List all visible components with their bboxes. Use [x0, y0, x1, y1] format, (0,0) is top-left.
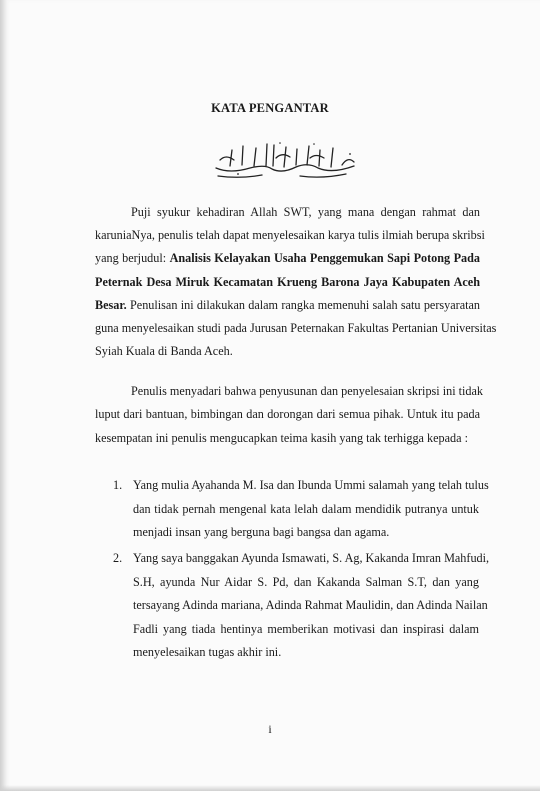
paragraph-1-line-1: Puji syukur kehadiran Allah SWT, yang mana dengan rahmat dan [131, 205, 480, 219]
list-item-1-line-1: Yang mulia Ayahanda M. Isa dan Ibunda Ummi salamah yang telah tulus [133, 478, 489, 492]
paragraph-1-line-2: karuniaNya, penulis telah dapat menyelesaikan karya tulis ilmiah berupa skribsi [95, 228, 485, 242]
list-item-2-line-2: S.H, ayunda Nur Aidar S. Pd, dan Kakanda Salman S.T, dan yang [133, 575, 479, 589]
list-item-2-line-1: Yang saya banggakan Ayunda Ismawati, S. Ag, Kakanda Imran Mahfudi, [133, 551, 490, 565]
list-item-1-number: 1. [113, 478, 123, 492]
page-title: KATA PENGANTAR [211, 101, 329, 115]
list-item-2-number: 2. [113, 551, 123, 565]
list-item-2-line-3: tersayang Adinda mariana, Adinda Rahmat Maulidin, dan Adinda Nailan [133, 598, 488, 612]
list-item-2-line-4: Fadli yang tiada hentinya memberikan motivasi dan inspirasi dalam [133, 622, 479, 636]
paragraph-1-line-5-rest: Penulisan ini dilakukan dalam rangka memenuhi salah satu persyaratan [126, 298, 480, 312]
list-item-1-line-3: menjadi insan yang berguna bagi bangsa dan agama. [133, 525, 390, 539]
list-item-2-line-5: menyelesaikan tugas akhir ini. [133, 645, 282, 659]
paragraph-1-line-5 [95, 298, 480, 312]
list-item-1-line-2: dan tidak pernah mengenal kata lelah dalam mendidik putranya untuk [133, 502, 479, 516]
thesis-title-part-3: Besar. [95, 298, 127, 312]
thesis-title-part-2: Peternak Desa Miruk Kecamatan Krueng Barona Jaya Kabupaten Aceh [95, 275, 480, 289]
paragraph-1-line-3 [95, 251, 480, 265]
bismillah-calligraphy [210, 138, 360, 180]
paragraph-2-line-1: Penulis menyadari bahwa penyusunan dan penyelesaian skripsi ini tidak [131, 384, 483, 398]
paragraph-2-line-2: luput dari bantuan, bimbingan dan dorongan dari semua pihak. Untuk itu pada [95, 407, 480, 421]
scan-edge-shadow [0, 0, 10, 791]
paragraph-2-line-3: kesempatan ini penulis mengucapkan teima kasih yang tak terhigga kepada : [95, 431, 468, 445]
scan-bottom-shadow [0, 785, 540, 791]
paragraph-1-line-6: guna menyelesaikan studi pada Jurusan Peternakan Fakultas Pertanian Universitas [95, 321, 497, 335]
paragraph-1-line-7: Syiah Kuala di Banda Aceh. [95, 344, 233, 358]
paragraph-1-line-3-prefix: yang berjudul: [95, 251, 170, 265]
page-number: i [268, 722, 272, 736]
thesis-title-part-1: Analisis Kelayakan Usaha Penggemukan Sapi Potong Pada [169, 251, 480, 265]
